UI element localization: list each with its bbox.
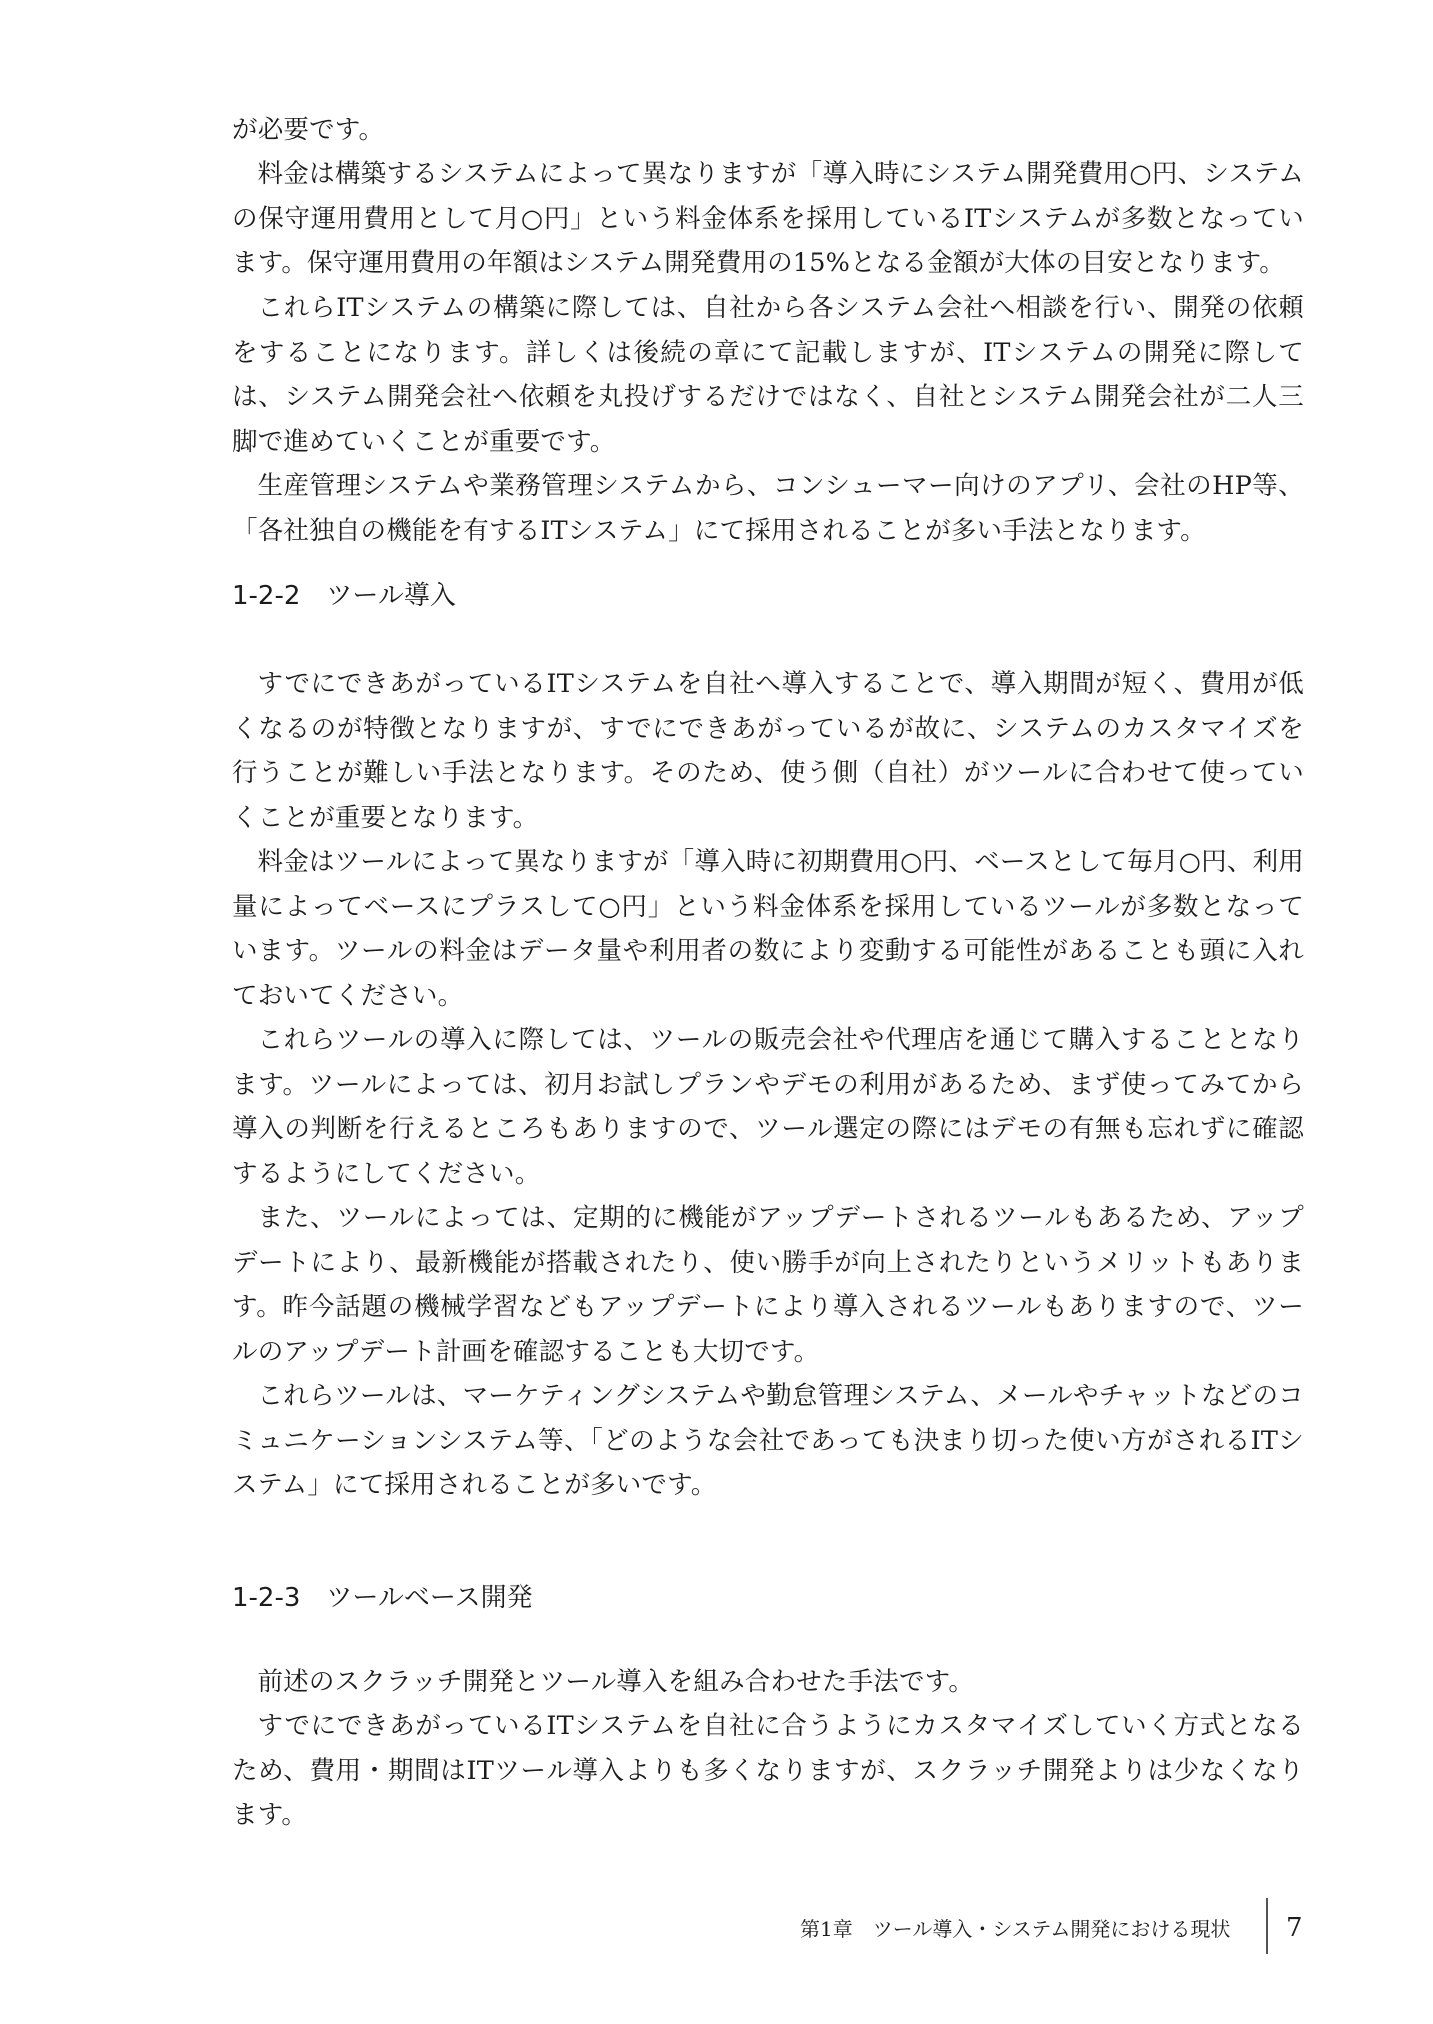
paragraph-tool-pricing: 料金はツールによって異なりますが「導入時に初期費用○円、ベースとして毎月○円、利用量によってベースにプラスして○円」という料金体系を採用しているツールが多数となっています。ツールの料金はデータ量や利用者の数により変動する可能性があることも頭に入れておいてください。 — [232, 847, 1304, 1011]
page-number: 7 — [1286, 1913, 1303, 1943]
paragraph-scratch-pricing: 料金は構築するシステムによって異なりますが「導入時にシステム開発費用○円、システムの保守運用費用として月○円」という料金体系を採用しているITシステムが多数となっています。保守運用費用の年額はシステム開発費用の15%となる金額が大体の目安となります。 — [232, 159, 1304, 278]
section-heading-tool-introduction: 1-2-2 ツール導入 — [232, 581, 456, 611]
paragraph-scratch-usecase: 生産管理システムや業務管理システムから、コンシューマー向けのアプリ、会社のHP等、「各社独自の機能を有するITシステム」にて採用されることが多い手法となります。 — [232, 471, 1304, 546]
paragraph-tool-purchase: これらツールの導入に際しては、ツールの販売会社や代理店を通じて購入することとなります。ツールによっては、初月お試しプランやデモの利用があるため、まず使ってみてから導入の判断を行えるところもありますので、ツール選定の際にはデモの有無も忘れずに確認するようにしてください。 — [232, 1025, 1304, 1189]
paragraph-toolbase-cost: すでにできあがっているITシステムを自社に合うようにカスタマイズしていく方式となるため、費用・期間はITツール導入よりも多くなりますが、スクラッチ開発よりは少なくなります。 — [232, 1711, 1304, 1830]
paragraph-continuation: が必要です。 — [232, 115, 385, 145]
paragraph-toolbase-overview: 前述のスクラッチ開発とツール導入を組み合わせた手法です。 — [257, 1667, 975, 1697]
paragraph-tool-overview: すでにできあがっているITシステムを自社へ導入することで、導入期間が短く、費用が低くなるのが特徴となりますが、すでにできあがっているが故に、システムのカスタマイズを行うことが難しい手法となります。そのため、使う側（自社）がツールに合わせて使っていくことが重要となります。 — [232, 669, 1304, 833]
paragraph-tool-usecase: これらツールは、マーケティングシステムや勤怠管理システム、メールやチャットなどのコミュニケーションシステム等、「どのような会社であっても決まり切った使い方がされるITシステム」にて採用されることが多いです。 — [232, 1381, 1304, 1500]
paragraph-tool-updates: また、ツールによっては、定期的に機能がアップデートされるツールもあるため、アップデートにより、最新機能が搭載されたり、使い勝手が向上されたりというメリットもあります。昨今話題の機械学習などもアップデートにより導入されるツールもありますので、ツールのアップデート計画を確認することも大切です。 — [232, 1203, 1304, 1367]
footer-separator — [1266, 1898, 1268, 1954]
footer-chapter-title: 第1章 ツール導入・システム開発における現状 — [800, 1917, 1231, 1941]
paragraph-scratch-process: これらITシステムの構築に際しては、自社から各システム会社へ相談を行い、開発の依頼をすることになります。詳しくは後続の章にて記載しますが、ITシステムの開発に際しては、システム開発会社へ依頼を丸投げするだけではなく、自社とシステム開発会社が二人三脚で進めていくことが重要です。 — [232, 293, 1304, 457]
section-heading-tool-based-development: 1-2-3 ツールベース開発 — [232, 1583, 533, 1613]
